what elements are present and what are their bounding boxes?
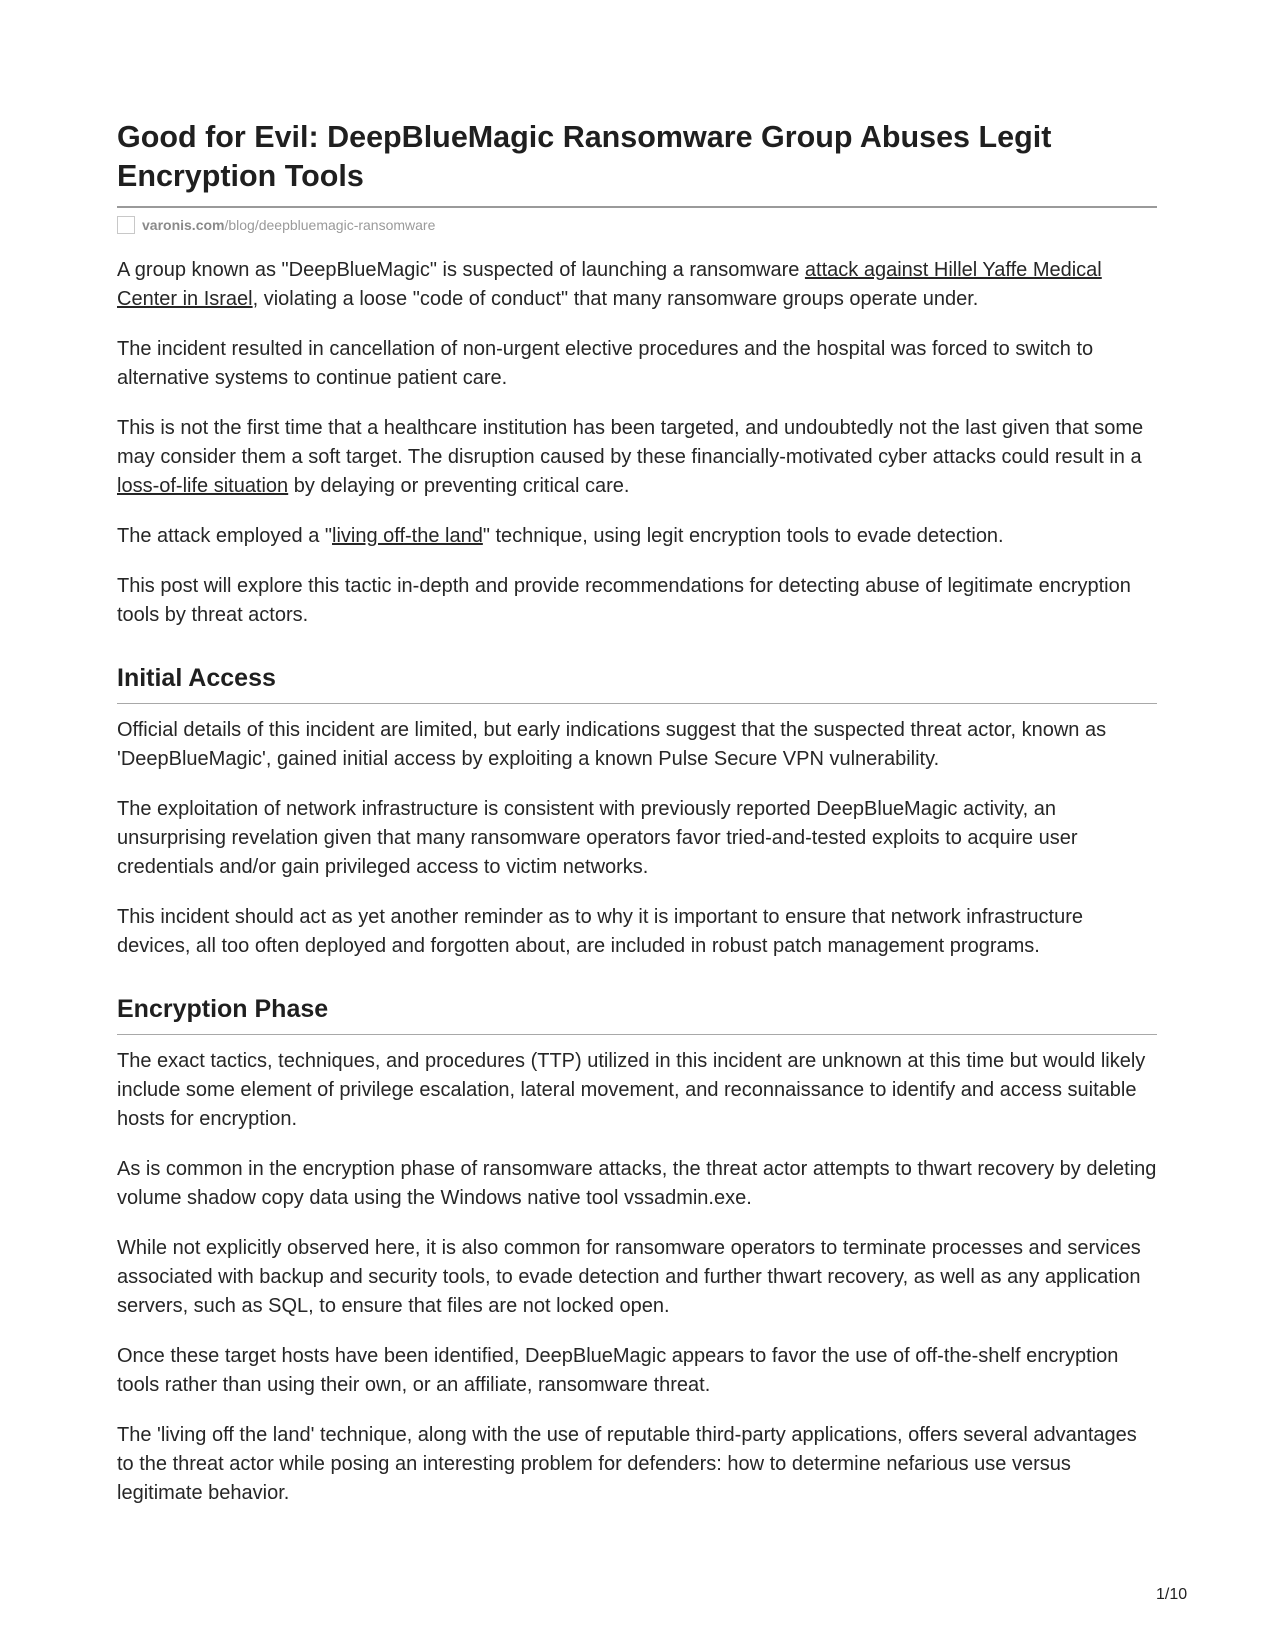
initial-access-divider <box>117 703 1157 704</box>
initial-access-paragraph-1: Official details of this incident are limited, but early indications suggest that the suspected threat actor, known as 'DeepBlueMagic', gained initial access by exploiting a known Pulse Secure VPN vulnerability. <box>117 719 1107 770</box>
intro-paragraph-3 <box>117 414 1157 501</box>
hillel-yaffe-attack-link[interactable]: attack against Hillel Yaffe Medical Center in Israel <box>117 259 1102 310</box>
encryption-phase-paragraph-5: The 'living off the land' technique, along with the use of reputable third-party applications, offers several advantages to the threat actor while posing an interesting problem for defenders: how to determine nefarious use versus legitimate behavior. <box>117 1424 1137 1504</box>
encryption-phase-paragraph-4: Once these target hosts have been identified, DeepBlueMagic appears to favor the use of off-the-shelf encryption tools rather than using their own, or an affiliate, ransomware threat. <box>117 1345 1119 1396</box>
intro-paragraph-1 <box>117 256 1157 314</box>
encryption-phase-paragraph-3: While not explicitly observed here, it is also common for ransomware operators to terminate processes and services associated with backup and security tools, to evade detection and further thwart recovery, as well as any application servers, such as SQL, to ensure that files are not locked open. <box>117 1237 1141 1317</box>
intro-p4-text-before: The attack employed a " <box>117 525 332 547</box>
initial-access-paragraph-2: The exploitation of network infrastructure is consistent with previously reported DeepBlueMagic activity, an unsurprising revelation given that many ransomware operators favor tried-and-tested exploits to acquire user credentials and/or gain privileged access to victim networks. <box>117 798 1078 878</box>
article-title: Good for Evil: DeepBlueMagic Ransomware Group Abuses Legit Encryption Tools <box>117 120 1052 193</box>
intro-p1-text-before: A group known as "DeepBlueMagic" is suspected of launching a ransomware <box>117 259 805 281</box>
encryption-phase-divider <box>117 1034 1157 1035</box>
article <box>117 118 1157 1529</box>
intro-p3-text-before: This is not the first time that a healthcare institution has been targeted, and undoubtedly not the last given that some may consider them a soft target. The disruption caused by these financially-motivated cyber attacks could result in a <box>117 417 1144 468</box>
intro-paragraph-4 <box>117 522 1157 551</box>
page-number: 1/10 <box>1156 1586 1188 1603</box>
intro-p3-text-after: by delaying or preventing critical care. <box>288 475 630 497</box>
encryption-phase-paragraph-1: The exact tactics, techniques, and procedures (TTP) utilized in this incident are unknown at this time but would likely include some element of privilege escalation, lateral movement, and reconnaissance to identify and access suitable hosts for encryption. <box>117 1050 1146 1130</box>
title-divider <box>117 206 1157 208</box>
intro-paragraph-2: The incident resulted in cancellation of non-urgent elective procedures and the hospital was forced to switch to alternative systems to continue patient care. <box>117 338 1094 389</box>
loss-of-life-link[interactable]: loss-of-life situation <box>117 475 289 497</box>
encryption-phase-paragraph-2: As is common in the encryption phase of ransomware attacks, the threat actor attempts to thwart recovery by deleting volume shadow copy data using the Windows native tool vssadmin.exe. <box>117 1158 1157 1209</box>
initial-access-paragraph-3: This incident should act as yet another reminder as to why it is important to ensure that network infrastructure devices, all too often deployed and forgotten about, are included in robust patch management programs. <box>117 906 1084 957</box>
source-domain: varonis.com <box>142 217 225 233</box>
encryption-phase-heading: Encryption Phase <box>117 995 329 1023</box>
source-path: /blog/deepbluemagic-ransomware <box>224 217 436 233</box>
living-off-the-land-link[interactable]: living off-the land <box>332 525 483 547</box>
intro-paragraph-5: This post will explore this tactic in-depth and provide recommendations for detecting abuse of legitimate encryption tools by threat actors. <box>117 575 1131 626</box>
initial-access-heading: Initial Access <box>117 664 276 692</box>
intro-p4-text-after: " technique, using legit encryption tools to evade detection. <box>482 525 1004 547</box>
article-body <box>117 256 1157 1508</box>
site-favicon-icon <box>117 216 135 234</box>
intro-p1-text-after: , violating a loose "code of conduct" that many ransomware groups operate under. <box>252 288 979 310</box>
source-line <box>117 214 1157 236</box>
